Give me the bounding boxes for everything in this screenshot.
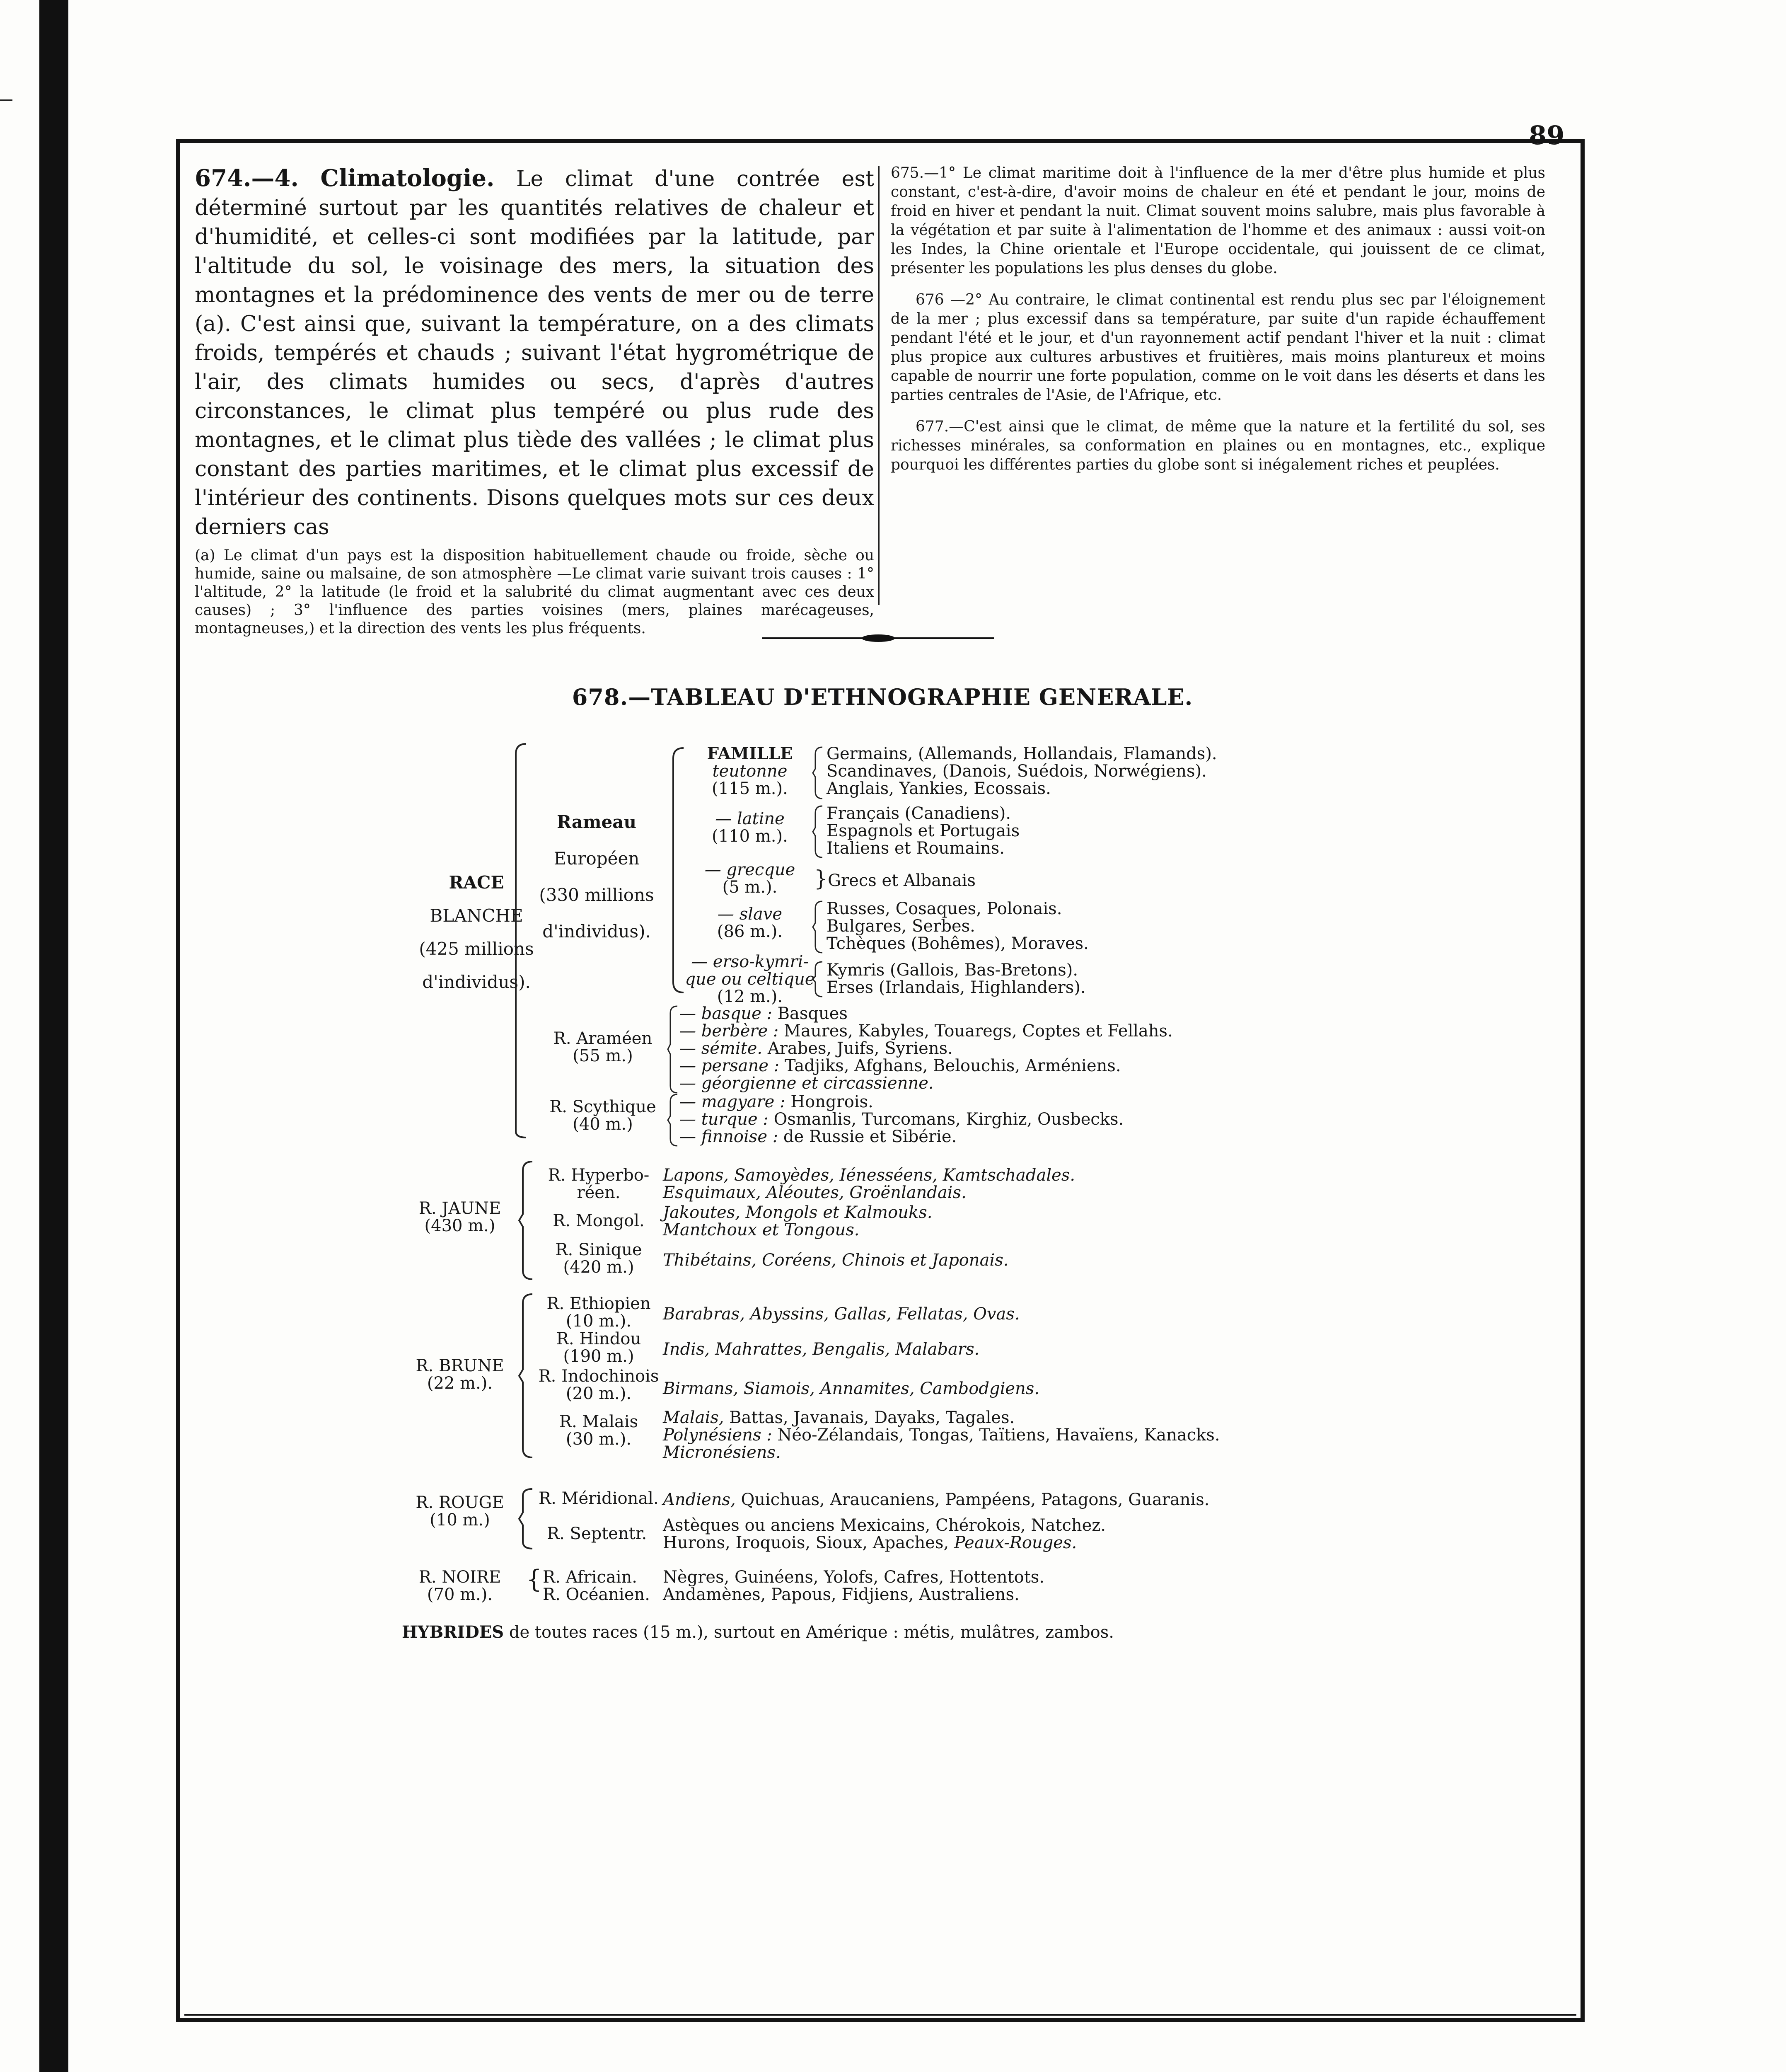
rameau-africain: R. Africain. [543,1568,637,1587]
section-674 [195,164,874,638]
people-line [679,1022,1173,1040]
family-peoples: Basques [772,1004,848,1023]
family-peoples: Arabes, Juifs, Syriens. [762,1039,953,1058]
rameau-malais [534,1413,663,1448]
section-675: 675.—1° Le climat maritime doit à l'influence de la mer d'être plus humide et plus constant, c'est-à-dire, d'avoir moins de chaleur en été et pendant le jour, moins de froid en hiver et pendant la nuit. Climat souvent moins salubre, mais plus favorable à la végétation et par suite à l'alimentation de l'homme et des animaux : aussi voit-on les Indes, la Chine orientale et l'Europe occidentale, qui jouissent de ce climat, présenter les populations les plus denses du globe. [891,165,1545,277]
section-674-title: Climatologie. [320,165,495,192]
rameau-hindou [534,1330,663,1365]
famille-name: — slave [717,905,783,924]
famille-pop: (115 m.). [712,779,788,798]
people-line: Espagnols et Portugais [827,821,1020,840]
family-name: — magyare : [679,1092,785,1111]
peoples-scythique [679,1093,1124,1145]
family-peoples: et circassienne. [796,1074,934,1093]
race-name: R. NOIRE [418,1568,501,1587]
rameau-pop-unit: d'individus). [542,921,651,942]
family-name: Peaux-Rouges. [954,1533,1077,1552]
people-line: Anglais, Yankies, Ecossais. [827,779,1051,798]
rameau-name: R. Ethiopien [546,1294,651,1313]
people-line [679,1128,1124,1145]
people-line [663,1426,1220,1444]
brace-blanche [512,742,528,1140]
people-line: Esquimaux, Aléoutes, Groënlandais. [663,1183,967,1202]
people-line: Bulgares, Serbes. [827,917,975,936]
peoples-slave [827,900,1089,952]
brace-latine [812,805,824,859]
page-number: 89 [1529,120,1565,150]
rameau-sinique [534,1241,663,1276]
famille-name: — erso-kymri- [691,952,809,971]
frame-bottom-rule [184,2014,1576,2016]
section-676: 676 —2° Au contraire, le climat continental est rendu plus sec par l'éloignement de la mer ; plus excessif dans sa température, par suite d'un rapide échauffement pendant l'été et le jour, et d'un rayonnement actif pendant l'hiver et la nuit : climat plus propice aux cultures arbustives et fruitières, mais moins plantureux et moins capable de nourrir une forte population, comme on le voit dans les déserts et dans les parties centrales de l'Asie, de l'Afrique, etc. [891,291,1545,404]
rameau-meridional: R. Méridional. [539,1489,659,1508]
race-name: R. JAUNE [418,1199,501,1218]
famille-name-2: que ou celtique [685,970,815,989]
family-peoples: Néo-Zélandais, Tongas, Taïtiens, Havaïens, Kanacks. [772,1426,1220,1445]
rameau-indochinois [534,1368,663,1402]
people-line: Nègres, Guinéens, Yolofs, Cafres, Hottentots. [663,1568,1045,1587]
rameau-europeen [530,804,663,950]
race-jaune [398,1200,522,1234]
rameau-name: Européen [553,848,640,869]
famille-name: — grecque [704,860,795,879]
rameau-pop: (420 m.) [563,1258,634,1277]
famille-latine [688,810,812,845]
peoples-sinique: Thibétains, Coréens, Chinois et Japonais. [663,1251,1009,1270]
brace-rouge [518,1488,534,1550]
rameau-pop: (20 m.). [566,1384,632,1403]
family-name: — persane : [679,1056,780,1075]
people-line [663,1444,1220,1461]
rameau-septentrional: R. Septentr. [547,1524,647,1543]
peoples-latine [827,805,1020,857]
race-brune [398,1357,522,1392]
rameau-name: R. Hyperbo- [548,1166,650,1185]
people-line [679,1040,1173,1057]
section-677: 677.—C'est ainsi que le climat, de même que la nature et la fertilité du sol, ses richesses minérales, sa conformation en plaines ou en montagnes, etc., explique pourquoi les différentes parties du globe sont si inégalement riches et peuplées. [891,418,1545,473]
family-name: Malais, [663,1408,724,1427]
people-line: Scandinaves, (Danois, Suédois, Norwégiens). [827,762,1207,781]
race-name: BLANCHE [430,905,523,926]
race-pop: (430 m.) [424,1216,495,1235]
rameau-arameen [534,1030,671,1065]
column-divider [878,166,880,605]
family-peoples: Quichuas, Araucaniens, Pampéens, Patagons, Guaranis. [735,1490,1210,1509]
people-line [663,1409,1220,1426]
race-pop: (425 millions [419,939,534,959]
family-peoples: Battas, Javanais, Dayaks, Tagales. [724,1408,1015,1427]
people-line: Tchèques (Bohêmes), Moraves. [827,934,1089,953]
peoples-septentrional [663,1517,1106,1552]
family-name: — sémite. [679,1039,763,1058]
rameaux-noire [543,1569,650,1603]
family-name: Andiens, [663,1490,736,1509]
race-label: RACE [449,872,504,893]
race-name: R. BRUNE [416,1356,504,1375]
race-pop: (22 m.). [427,1374,493,1393]
rameau-pop: (40 m.) [573,1115,633,1134]
people-line [679,1111,1124,1128]
peoples-celtique [827,961,1086,996]
family-peoples: Maures, Kabyles, Touaregs, Coptes et Fellahs. [778,1021,1173,1041]
family-name: — basque : [679,1004,772,1023]
brace-jaune [518,1160,534,1280]
brace-noire: { [526,1565,542,1594]
brace-slave [812,900,824,954]
rameau-pop: (30 m.). [566,1430,632,1449]
brace-celtique [812,961,824,998]
family-peoples: Hongrois. [785,1092,873,1111]
family-name: — turque : [679,1110,769,1129]
sections-675-677 [891,164,1545,487]
race-noire [398,1569,522,1603]
people-line: Lapons, Samoyèdes, Iénesséens, Kamtschadales. [663,1166,1075,1185]
people-line: Russes, Cosaques, Polonais. [827,899,1062,918]
family-peoples: de Russie et Sibérie. [778,1127,957,1146]
peoples-hyperboreen [663,1167,1075,1201]
rameau-hyperboreen [534,1167,663,1201]
famille-label: FAMILLE [707,744,793,763]
famille-slave [688,905,812,940]
peoples-ethiopien: Barabras, Abyssins, Gallas, Fellatas, Ovas. [663,1305,1020,1324]
brace-arameen [667,1005,679,1094]
people-line: Jakoutes, Mongols et Kalmouks. [663,1203,933,1222]
people-line: Andamènes, Papous, Fidjiens, Australiens. [663,1585,1020,1604]
brace-scythique [667,1093,679,1147]
section-674-text: Le climat d'une contrée est déterminé surtout par les quantités relatives de chaleur et d'humidité, et celles-ci sont modifiées par la latitude, par l'altitude du sol, le voisinage des mers, la situation des montagnes et la prédominence des vents de mer ou de terre (a). C'est ainsi que, suivant la température, on a des climats froids, tempérés et chauds ; suivant l'état hygrométrique de l'air, des climats humides ou secs, d'après d'autres circonstances, le climat plus tempéré ou plus rude des montagnes, et le climat plus tiède des vallées ; le climat plus constant des parties maritimes, et le climat plus excessif de l'intérieur des continents. Disons quelques mots sur ces deux derniers cas [195,167,874,540]
family-name: Polynésiens : [663,1426,772,1445]
family-name: — géorgienne [679,1074,797,1093]
people-line: Astèques ou anciens Mexicains, Chérokois, Natchez. [663,1516,1106,1535]
people-line: Germains, (Allemands, Hollandais, Flamands). [827,744,1217,763]
peoples-mongol [663,1204,932,1239]
footnote-a: (a) Le climat d'un pays est la disposition habituellement chaude ou froide, sèche ou humide, saine ou malsaine, de son atmosphère —Le climat varie suivant trois causes : 1° l'altitude, 2° la latitude (le froid et la salubrité du climat augmentant avec ces deux causes) ; 3° l'influence des parties voisines (mers, plaines marécageuses, montagneuses,) et la direction des vents les plus fréquents. [195,547,874,637]
people-line [679,1005,1173,1022]
famille-pop: (5 m.). [722,878,778,897]
race-name: R. ROUGE [416,1493,504,1512]
people-line [679,1075,1173,1092]
race-pop: (70 m.). [427,1585,493,1604]
rameau-mongol: R. Mongol. [553,1211,645,1230]
peoples-hindou: Indis, Mahrattes, Bengalis, Malabars. [663,1340,980,1359]
brace-brune [518,1293,534,1459]
rameau-name-2: réen. [577,1183,621,1202]
peoples-indochinois: Birmans, Siamois, Annamites, Cambodgiens. [663,1379,1040,1398]
family-name: Micronésiens. [663,1443,781,1462]
family-name: — berbère : [679,1021,779,1041]
rameau-name: R. Araméen [553,1029,653,1048]
peoples-teutonne [827,745,1217,797]
people-line: Mantchoux et Tongous. [663,1220,860,1239]
hybrides-label: HYBRIDES [402,1622,504,1642]
rameau-label: Rameau [557,812,636,832]
famille-grecque [688,861,812,896]
people-line: Erses (Irlandais, Highlanders). [827,978,1086,997]
famille-name: — latine [715,809,785,828]
peoples-noire [663,1569,1044,1603]
peoples-grecque: }Grecs et Albanais [814,867,976,891]
peoples-meridional [663,1491,1210,1508]
hybrides-line [402,1622,1114,1642]
family-name: — finnoise : [679,1127,778,1146]
rameau-pop: (330 millions [539,885,654,905]
famille-name: teutonne [712,762,788,781]
race-pop-unit: d'individus). [422,972,531,992]
ornament-divider [762,634,994,642]
table-title: 678.—TABLEAU D'ETHNOGRAPHIE GENERALE. [572,684,1193,710]
people-line [663,1534,1106,1552]
rameau-pop: (190 m.) [563,1347,634,1366]
section-674-body [195,164,874,542]
brace-teutonne [812,746,824,800]
rameau-ethiopien [534,1295,663,1330]
rameau-pop: (10 m.). [566,1312,632,1331]
section-674-number: 674.—4. [195,165,299,192]
famille-pop: (86 m.). [717,922,783,941]
people-line: Grecs et Albanais [828,871,976,890]
rameau-pop: (55 m.) [573,1046,633,1065]
book-spine-shadow [39,0,68,2072]
famille-pop: (12 m.). [717,987,783,1006]
people-line [679,1093,1124,1111]
people-line: Italiens et Roumains. [827,839,1005,858]
famille-pop: (110 m.). [712,827,788,846]
famille-celtique [679,953,820,1005]
rameau-name: R. Hindou [556,1329,641,1348]
peoples-malais [663,1409,1220,1461]
race-rouge [398,1494,522,1529]
people-line: Kymris (Gallois, Bas-Bretons). [827,961,1078,980]
page-edge-mark [0,99,12,101]
family-peoples: Tadjiks, Afghans, Belouchis, Arméniens. [779,1056,1121,1075]
people-line: Français (Canadiens). [827,804,1011,823]
rameau-scythique [534,1098,671,1133]
hybrides-text: de toutes races (15 m.), surtout en Amérique : métis, mulâtres, zambos. [504,1623,1114,1642]
family-peoples: Hurons, Iroquois, Sioux, Apaches, [663,1533,954,1552]
rameau-name: R. Sinique [555,1240,642,1259]
peoples-arameen [679,1005,1173,1092]
rameau-name: R. Scythique [549,1097,656,1116]
rameau-oceanien: R. Océanien. [543,1585,650,1604]
famille-teutonne [688,745,812,797]
rameau-name: R. Indochinois [538,1367,659,1386]
rameau-name: R. Malais [559,1412,638,1431]
people-line [679,1057,1173,1075]
family-peoples: Osmanlis, Turcomans, Kirghiz, Ousbecks. [768,1110,1124,1129]
race-pop: (10 m.) [430,1510,490,1530]
